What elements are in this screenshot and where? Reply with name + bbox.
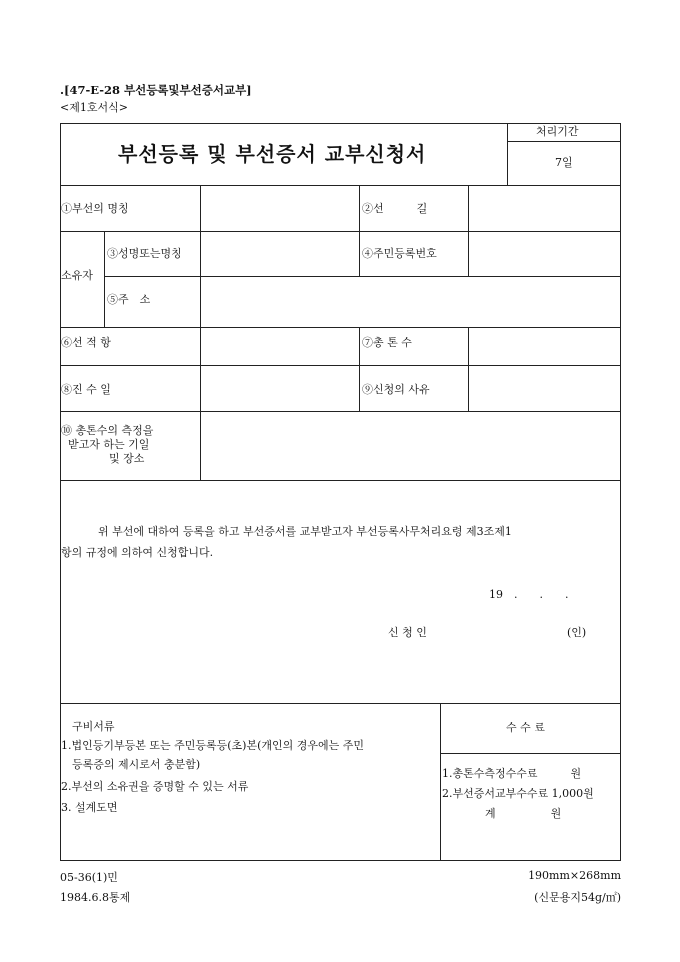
owner-name-label: ③성명또는명칭 bbox=[107, 247, 182, 260]
owner-label: 소유자 bbox=[61, 269, 93, 282]
applicant-label: 신 청 인 bbox=[388, 626, 427, 639]
required-doc-3: 3. 설계도면 bbox=[61, 801, 118, 814]
processing-period-value: 7일 bbox=[555, 156, 573, 169]
row-line-7 bbox=[60, 480, 621, 481]
row-line-4 bbox=[60, 327, 621, 328]
measurement-label-1: ⑩ 총톤수의 측정을 bbox=[61, 424, 154, 437]
measurement-label-3: 및 장소 bbox=[109, 452, 145, 465]
seal-mark: (인) bbox=[567, 626, 587, 639]
fees-title: 수 수 료 bbox=[506, 721, 545, 734]
required-doc-1a: 1.법인등기부등본 또는 주민등록등(초)본(개인의 경우에는 주민 bbox=[61, 739, 365, 752]
fee-item-2: 2.부선증서교부수수료 1,000원 bbox=[442, 787, 594, 800]
col-divider-3b bbox=[468, 327, 469, 411]
row-line-8 bbox=[60, 703, 621, 704]
fees-line bbox=[440, 753, 621, 754]
col-divider-2b bbox=[359, 327, 360, 411]
row-line-3 bbox=[104, 276, 621, 277]
gross-tonnage-label: ⑦총 톤 수 bbox=[362, 336, 412, 349]
form-border-top bbox=[60, 123, 621, 124]
col-divider-1 bbox=[200, 185, 201, 411]
length-label: ②선 길 bbox=[362, 202, 428, 215]
form-border-bottom bbox=[60, 860, 621, 861]
required-doc-1b: 등록증의 제시로서 충분함) bbox=[72, 758, 201, 771]
application-statement-2: 항의 규정에 의하여 신청합니다. bbox=[61, 546, 214, 559]
launch-date-label: ⑧진 수 일 bbox=[61, 383, 111, 396]
form-title: 부선등록 및 부선증서 교부신청서 bbox=[118, 142, 427, 166]
processing-divider bbox=[507, 123, 508, 185]
application-form bbox=[60, 123, 621, 861]
owner-divider bbox=[104, 231, 105, 327]
docs-fees-divider bbox=[440, 703, 441, 860]
reason-label: ⑨신청의 사유 bbox=[362, 383, 430, 396]
row-line-6 bbox=[60, 411, 621, 412]
address-label: ⑤주 소 bbox=[107, 293, 151, 306]
fee-total: 계 원 bbox=[485, 807, 562, 820]
barge-name-label: ①부선의 명칭 bbox=[61, 202, 129, 215]
processing-line bbox=[507, 141, 620, 142]
col-divider-measure bbox=[200, 411, 201, 480]
home-port-label: ⑥선 적 항 bbox=[61, 336, 111, 349]
form-code-heading: .[47-E-28 부선등록및부선증서교부] bbox=[60, 83, 252, 97]
paper-type: (신문용지54g/㎡) bbox=[534, 891, 621, 904]
form-number: <제1호서식> bbox=[60, 101, 128, 114]
col-divider-3a bbox=[468, 185, 469, 276]
row-line-2 bbox=[60, 231, 621, 232]
form-border-right bbox=[620, 123, 621, 861]
processing-period-label: 처리기간 bbox=[536, 125, 579, 138]
row-line-1 bbox=[60, 185, 621, 186]
col-divider-2a bbox=[359, 185, 360, 276]
required-docs-title: 구비서류 bbox=[72, 720, 115, 733]
approval-date: 1984.6.8통제 bbox=[60, 891, 131, 904]
application-date: 19 . . . bbox=[489, 588, 569, 601]
resident-number-label: ④주민등록번호 bbox=[362, 247, 437, 260]
form-code: 05-36(1)민 bbox=[60, 871, 118, 884]
required-doc-2: 2.부선의 소유권을 증명할 수 있는 서류 bbox=[61, 780, 249, 793]
application-statement-1: 위 부선에 대하여 등록을 하고 부선증서를 교부받고자 부선등록사무처리요령 제3조제1 bbox=[98, 525, 512, 538]
measurement-label-2: 받고자 하는 기일 bbox=[68, 438, 150, 451]
row-line-5 bbox=[60, 365, 621, 366]
fee-item-1: 1.총톤수측정수수료 원 bbox=[442, 767, 582, 780]
paper-size: 190mm×268mm bbox=[528, 869, 621, 882]
